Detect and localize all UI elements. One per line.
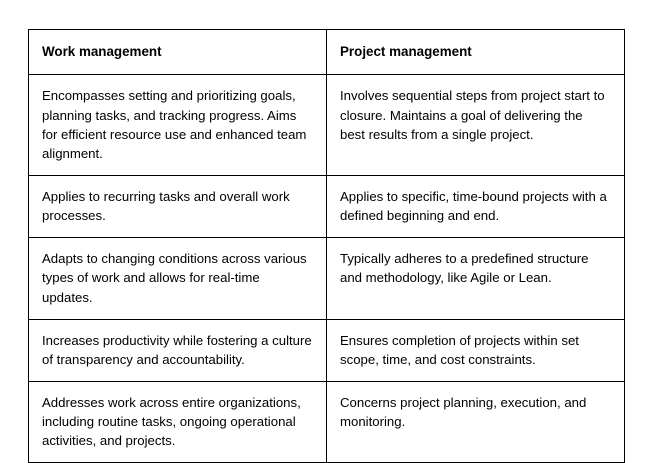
table-header-row — [29, 30, 625, 75]
table-cell: Concerns project planning, execution, and monitoring. — [327, 381, 625, 462]
comparison-table-container — [28, 29, 624, 463]
table-cell: Typically adheres to a predefined structure and methodology, like Agile or Lean. — [327, 238, 625, 319]
table-cell: Adapts to changing conditions across various types of work and allows for real-time updates. — [29, 238, 327, 319]
table-cell: Involves sequential steps from project start to closure. Maintains a goal of delivering the best results from a single project. — [327, 75, 625, 176]
column-header-work-management: Work management — [29, 30, 327, 75]
table-cell: Increases productivity while fostering a culture of transparency and accountability. — [29, 319, 327, 381]
table-cell: Encompasses setting and prioritizing goals, planning tasks, and tracking progress. Aims for efficient resource use and enhanced team alignment. — [29, 75, 327, 176]
table-cell: Ensures completion of projects within set scope, time, and cost constraints. — [327, 319, 625, 381]
table-row — [29, 238, 625, 319]
comparison-table — [28, 29, 625, 463]
table-cell: Addresses work across entire organizations, including routine tasks, ongoing operational activities, and projects. — [29, 381, 327, 462]
table-header — [29, 30, 625, 75]
table-row — [29, 319, 625, 381]
table-cell: Applies to specific, time-bound projects with a defined beginning and end. — [327, 176, 625, 238]
table-row — [29, 176, 625, 238]
column-header-project-management: Project management — [327, 30, 625, 75]
table-cell: Applies to recurring tasks and overall work processes. — [29, 176, 327, 238]
table-row — [29, 75, 625, 176]
table-row — [29, 381, 625, 462]
